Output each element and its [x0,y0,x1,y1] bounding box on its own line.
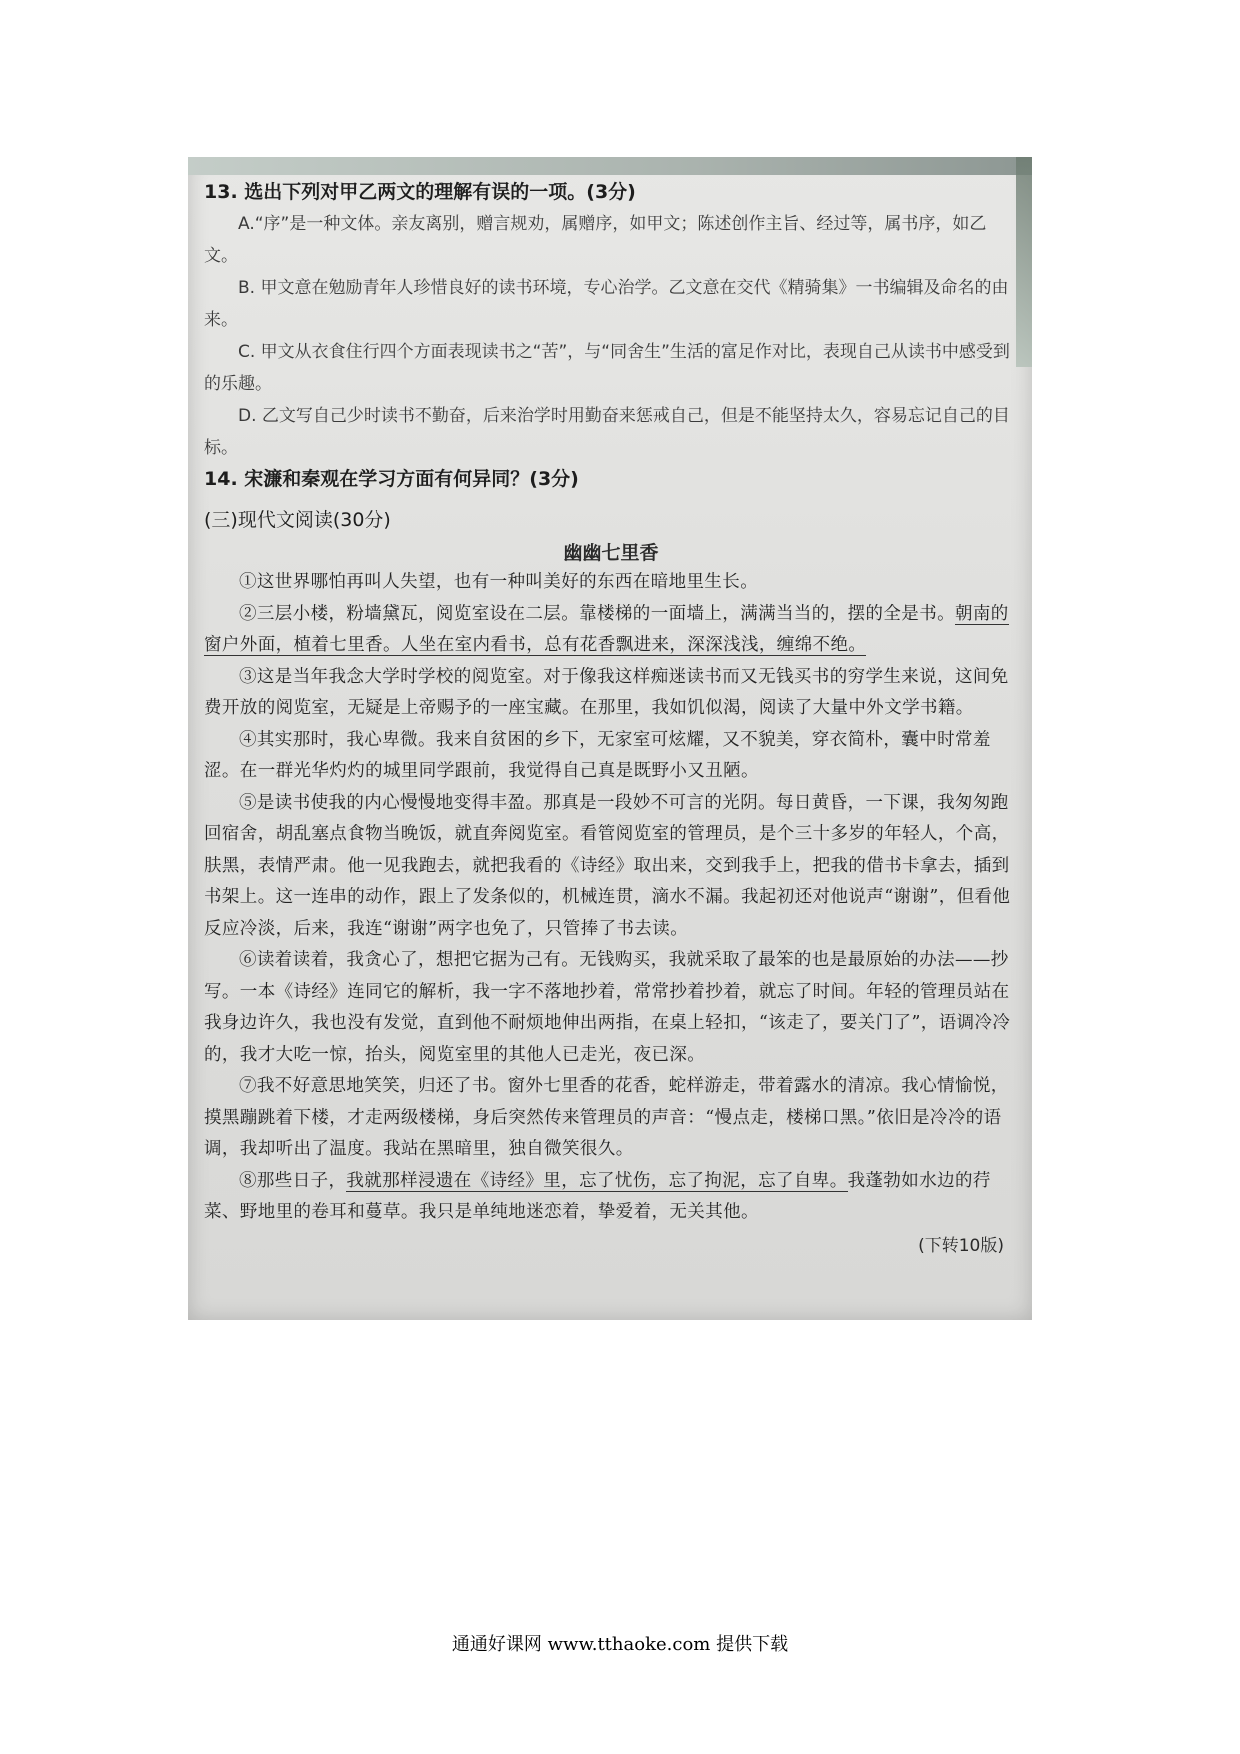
section-heading: (三)现代文阅读(30分) [204,509,391,531]
article-paragraph-3: ③这是当年我念大学时学校的阅览室。对于像我这样痴迷读书而又无钱买书的穷学生来说，这间免费开放的阅览室，无疑是上帝赐予的一座宝藏。在那里，我如饥似渴，阅读了大量中外文学书籍。 [204,666,1009,718]
paragraph-8-part-a: ⑧那些日子， [239,1170,347,1191]
source-credit: 通通好课网 www.tthaoke.com 提供下载 [451,1634,789,1655]
article-paragraph-6: ⑥读着读着，我贪心了，想把它据为己有。无钱购买，我就采取了最笨的也是最原始的办法——抄写。一本《诗经》连同它的解析，我一字不落地抄着，常常抄着抄着，就忘了时间。年轻的管理员站在我身边许久，我也没有发觉，直到他不耐烦地伸出两指，在桌上轻扣，“该走了，要关门了”，语调冷冷的，我才大吃一惊，抬头，阅览室里的其他人已走光，夜已深。 [204,950,1011,1065]
page-content [204,175,1018,1256]
question-13-option-a: A.“序”是一种文体。亲友离别，赠言规劝，属赠序，如甲文；陈述创作主旨、经过等，属书序，如乙文。 [204,214,987,266]
article-paragraph-1: ①这世界哪怕再叫人失望，也有一种叫美好的东西在暗地里生长。 [239,572,759,592]
question-13-title: 13. 选出下列对甲乙两文的理解有误的一项。(3分) [204,181,636,203]
article-paragraph-4: ④其实那时，我心卑微。我来自贫困的乡下，无家室可炫耀，又不貌美，穿衣简朴，囊中时常羞涩。在一群光华灼灼的城里同学跟前，我觉得自己真是既野小又丑陋。 [204,729,991,781]
question-14-title: 14. 宋濂和秦观在学习方面有何异同？(3分) [204,468,579,490]
article-paragraph-7: ⑦我不好意思地笑笑，归还了书。窗外七里香的花香，蛇样游走，带着露水的清凉。我心情愉悦，摸黑蹦跳着下楼，才走两级楼梯，身后突然传来管理员的声音：“慢点走，楼梯口黑。”依旧是冷冷的语调，我却听出了温度。我站在黑暗里，独自微笑很久。 [204,1076,1009,1159]
article-title: 幽幽七里香 [563,542,659,564]
paragraph-8-part-c: 我蓬勃如水边的荇菜、野地里的卷耳和蔓草。我只是单纯地迷恋着，挚爱着，无关其他。 [204,1170,991,1222]
question-13-option-b: B. 甲文意在勉励青年人珍惜良好的读书环境，专心治学。乙文意在交代《精骑集》一书编辑及命名的由来。 [204,278,1009,330]
paragraph-2-part-a: ②三层小楼，粉墙黛瓦，阅览室设在二层。靠楼梯的一面墙上，满满当当的，摆的全是书。 [239,603,955,624]
article-paragraph-5: ⑤是读书使我的内心慢慢地变得丰盈。那真是一段妙不可言的光阴。每日黄昏，一下课，我匆匆跑回宿舍，胡乱塞点食物当晚饭，就直奔阅览室。看管阅览室的管理员，是个三十多岁的年轻人，个高，肤黑，表情严肃。他一见我跑去，就把我看的《诗经》取出来，交到我手上，把我的借书卡拿去，插到书架上。这一连串的动作，跟上了发条似的，机械连贯，滴水不漏。我起初还对他说声“谢谢”，但看他反应冷淡，后来，我连“谢谢”两字也免了，只管捧了书去读。 [204,792,1011,939]
article-paragraph-2 [204,599,1018,662]
article-paragraph-8 [204,1166,1018,1229]
scanned-page-photo [188,157,1032,1320]
paragraph-8-underlined: 我就那样浸遗在《诗经》里，忘了忧伤，忘了拘泥，忘了自卑。 [346,1170,848,1191]
question-13-option-c: C. 甲文从衣食住行四个方面表现读书之“苦”，与“同舍生”生活的富足作对比，表现自己从读书中感受到的乐趣。 [204,342,1010,394]
question-13-option-d: D. 乙文写自己少时读书不勤奋，后来治学时用勤奋来惩戒自己，但是不能坚持太久，容易忘记自己的目标。 [204,406,1010,458]
paragraph-2-underlined: 朝南的窗户外面，植着七里香。人坐在室内看书，总有花香飘进来，深深浅浅，缠绵不绝。 [204,603,1009,655]
photo-right-edge [1016,157,1032,367]
continued-note: (下转10版) [918,1235,1004,1256]
photo-top-edge [188,157,1032,175]
